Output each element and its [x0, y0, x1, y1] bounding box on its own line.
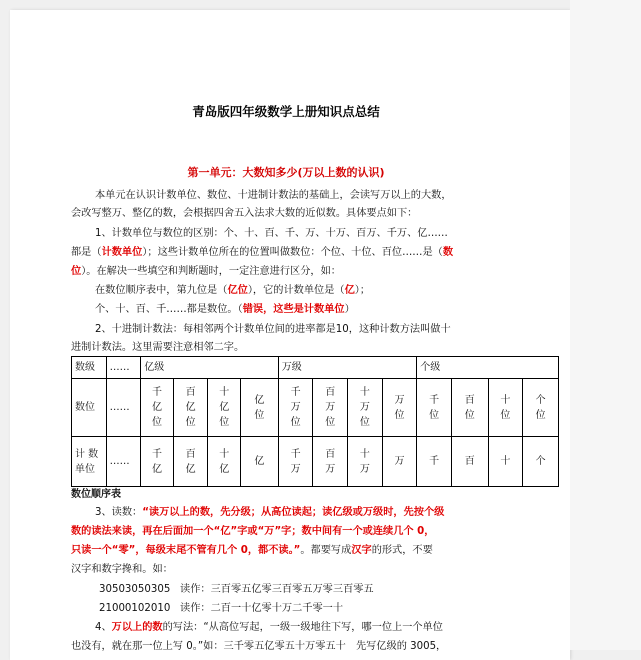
- viewer-background: [570, 0, 641, 650]
- point2-line-1: 2、十进制计数法：每相邻两个计数单位间的进率都是10，这种计数方法叫做十: [95, 324, 451, 335]
- table-cell: 计 数 单位: [72, 437, 107, 487]
- point2-line-2: 进制计数法。这里需要注意相邻二字。: [71, 342, 245, 353]
- document-page: [10, 10, 570, 660]
- intro-line-1: 本单元在认识计数单位、数位、十进制计数法的基础上，会读写万以上的大数，: [95, 190, 452, 201]
- table-cell: ……: [106, 379, 141, 437]
- table-cell: 亿: [241, 437, 279, 487]
- table-row: [72, 437, 559, 487]
- point3-line-2: 数的读法来读，再在后面加一个“亿”字或“万”字；数中间有一个或连续几个 0，: [71, 526, 435, 537]
- table-row: [72, 357, 559, 379]
- table-cell: 万: [382, 437, 417, 487]
- reading-example-1: 30503050305 读作：三百零五亿零三百零五万零三百零五: [99, 584, 374, 595]
- table-cell: 百 亿 位: [173, 379, 208, 437]
- table-cell: 数位: [72, 379, 107, 437]
- table-cell: 千 万 位: [278, 379, 313, 437]
- unit1-heading: 第一单元：大数知多少(万以上数的认识): [187, 166, 385, 179]
- table-cell: 千 位: [417, 379, 452, 437]
- place-value-table: [71, 356, 559, 487]
- table-cell: 亿 位: [241, 379, 279, 437]
- table-cell: 十 亿: [208, 437, 241, 487]
- table-cell: 百 万: [313, 437, 348, 487]
- point3-line-1: 3、读数：“读万以上的数，先分级；从高位读起；读亿级或万级时，先按个级: [95, 507, 445, 518]
- point3-line-3: 只读一个“零”，每级末尾不管有几个 0，都不读。”。都要写成汉字的形式，不要: [71, 545, 433, 556]
- point1-example-2: 个、十、百、千……都是数位。（错误，这些是计数单位）: [95, 304, 355, 315]
- table-cell: 万级: [278, 357, 417, 379]
- table-cell: 百 万 位: [313, 379, 348, 437]
- document-title: 青岛版四年级数学上册知识点总结: [192, 104, 380, 119]
- point3-line-4: 汉字和数字搀和。如：: [71, 564, 173, 575]
- point1-line-1: 1、计数单位与数位的区别：个、十、百、千、万、十万、百万、千万、亿……: [95, 228, 448, 239]
- table-cell: 百: [451, 437, 488, 487]
- table-cell: 亿级: [141, 357, 279, 379]
- table-cell: 十: [488, 437, 523, 487]
- point1-line-3: 位）。在解决一些填空和判断题时，一定注意进行区分，如：: [71, 266, 341, 277]
- table-cell: 千 万: [278, 437, 313, 487]
- reading-example-2: 21000102010 读作：二百一十亿零十万二千零一十: [99, 603, 344, 614]
- table-cell: 十 亿 位: [208, 379, 241, 437]
- table-cell: 千 亿: [141, 437, 174, 487]
- table-cell: 千: [417, 437, 452, 487]
- table-cell: 个 位: [523, 379, 559, 437]
- table-caption: 数位顺序表: [71, 489, 121, 500]
- table-cell: 百 位: [451, 379, 488, 437]
- table-cell: ……: [106, 357, 141, 379]
- point4-line-1: 4、万以上的数的写法：“从高位写起，一级一级地往下写，哪一位上一个单位: [95, 622, 443, 633]
- table-cell: 万 位: [382, 379, 417, 437]
- table-cell: 数级: [72, 357, 107, 379]
- point4-line-2: 也没有，就在那一位上写 0。”如：三千零五亿零五十万零五十 先写亿级的 3005，: [71, 641, 447, 652]
- table-cell: ……: [106, 437, 141, 487]
- point1-example-1: 在数位顺序表中，第九位是（亿位），它的计数单位是（亿）；: [95, 285, 371, 296]
- table-cell: 百 亿: [173, 437, 208, 487]
- table-cell: 十 位: [488, 379, 523, 437]
- table-cell: 十 万 位: [348, 379, 383, 437]
- table-cell: 十 万: [348, 437, 383, 487]
- point1-line-2: 都是（计数单位）；这些计数单位所在的位置叫做数位：个位、十位、百位……是（数: [71, 247, 454, 258]
- intro-line-2: 会改写整万、整亿的数，会根据四舍五入法求大数的近似数。具体要点如下：: [71, 208, 418, 219]
- table-row: [72, 379, 559, 437]
- table-cell: 个: [523, 437, 559, 487]
- table-cell: 个级: [417, 357, 559, 379]
- table-cell: 千 亿 位: [141, 379, 174, 437]
